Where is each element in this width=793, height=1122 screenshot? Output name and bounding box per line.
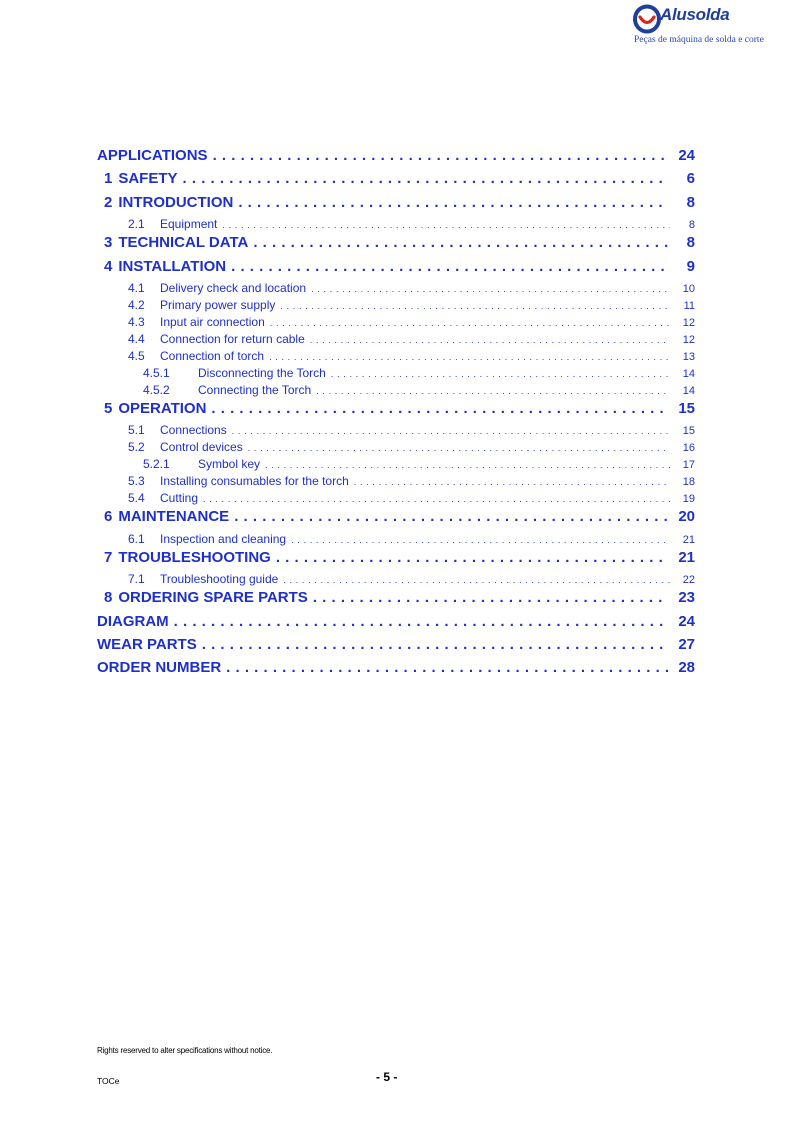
toc-entry-title: APPLICATIONS: [97, 147, 208, 164]
toc-entry-page: 16: [682, 442, 695, 455]
toc-dot-leader: [310, 335, 670, 345]
toc-dot-leader: [238, 194, 668, 211]
toc-dot-leader: [213, 147, 668, 164]
toc-entry-number: 5.2: [128, 440, 145, 455]
toc-dot-leader: [316, 386, 670, 396]
toc-entry-title: ORDER NUMBER: [97, 659, 222, 677]
toc-dot-leader: [174, 613, 668, 630]
toc-entry-number: 2.1: [128, 217, 145, 232]
toc-entry[interactable]: [97, 315, 695, 332]
toc-dot-leader: [231, 258, 668, 275]
toc-dot-leader: [313, 589, 668, 606]
toc-entry-page: 27: [678, 635, 695, 653]
toc-dot-leader: [283, 575, 670, 585]
toc-entry-page: 12: [682, 316, 695, 329]
toc-entry[interactable]: [97, 170, 695, 193]
toc-entry-title: INTRODUCTION: [118, 193, 234, 211]
toc-entry-page: 6: [686, 170, 695, 188]
toc-dot-leader: [226, 659, 668, 676]
toc-entry[interactable]: [97, 457, 695, 474]
toc-dot-leader: [248, 443, 670, 453]
toc-entry[interactable]: [97, 423, 695, 440]
toc-entry-page: 28: [678, 659, 695, 677]
toc-entry-number: 4.4: [128, 331, 145, 346]
toc-entry[interactable]: [97, 491, 695, 508]
toc-dot-leader: [311, 284, 670, 294]
toc-entry-title: Inspection and cleaning: [160, 531, 287, 546]
toc-entry-page: 8: [688, 219, 695, 232]
toc-dot-leader: [183, 170, 668, 187]
toc-entry-number: 2: [104, 193, 113, 211]
toc-entry[interactable]: [97, 298, 695, 315]
toc-entry-title: TECHNICAL DATA: [118, 234, 249, 252]
toc-entry-title: Symbol key: [198, 457, 261, 472]
toc-dot-leader: [331, 369, 670, 379]
toc-dot-leader: [211, 400, 668, 417]
toc-dot-leader: [202, 636, 668, 653]
toc-entry[interactable]: [97, 549, 695, 572]
toc-entry-title: OPERATION: [118, 399, 207, 417]
toc-entry-page: 14: [682, 367, 695, 380]
toc-entry-title: Delivery check and location: [160, 280, 307, 295]
toc-dot-leader: [291, 535, 670, 545]
toc-entry-title: Connecting the Torch: [198, 382, 312, 397]
toc-entry-page: 11: [683, 299, 695, 312]
toc-entry[interactable]: [97, 194, 695, 217]
toc-entry-number: 5.2.1: [143, 457, 170, 472]
toc-entry[interactable]: [97, 366, 695, 383]
toc-entry-number: 7.1: [128, 572, 145, 587]
toc-entry[interactable]: [97, 234, 695, 257]
toc-entry-number: 5.3: [128, 474, 145, 489]
brand-tagline: Peças de máquina de solda e corte: [634, 35, 764, 45]
toc-entry-number: 4.5.2: [143, 382, 170, 397]
toc-entry-title: ORDERING SPARE PARTS: [118, 589, 308, 607]
toc-entry[interactable]: [97, 281, 695, 298]
toc-entry-title: Cutting: [160, 491, 199, 506]
toc-entry-title: Disconnecting the Torch: [198, 365, 326, 380]
toc-entry-title: WEAR PARTS: [97, 635, 197, 653]
toc-dot-leader: [354, 477, 670, 487]
page-number: - 5 -: [376, 1070, 398, 1084]
toc-entry[interactable]: [97, 258, 695, 281]
toc-entry-page: 8: [686, 193, 695, 211]
toc-entry[interactable]: [97, 572, 695, 589]
toc-dot-leader: [253, 234, 668, 251]
brand-name: Alusolda: [660, 5, 730, 24]
toc-dot-leader: [265, 460, 670, 470]
toc-entry-page: 17: [682, 459, 695, 472]
toc-entry-page: 15: [678, 399, 695, 417]
toc-entry-title: SAFETY: [118, 170, 178, 188]
toc-dot-leader: [234, 508, 668, 525]
toc-entry-page: 23: [678, 589, 695, 607]
toc-entry-number: 1: [104, 170, 113, 188]
toc-entry-page: 24: [678, 147, 695, 164]
toc-entry[interactable]: [97, 349, 695, 366]
document-id: TOCe: [97, 1076, 120, 1086]
toc-entry-number: 3: [104, 234, 113, 252]
toc-entry-number: 4.3: [128, 314, 145, 329]
toc-dot-leader: [203, 494, 670, 504]
toc-entry-page: 14: [682, 384, 695, 397]
toc-dot-leader: [270, 318, 670, 328]
toc-entry-title: Primary power supply: [160, 297, 276, 312]
toc-entry-title: TROUBLESHOOTING: [118, 548, 271, 566]
toc-entry-number: 4.1: [128, 280, 145, 295]
toc-entry-number: 8: [104, 589, 113, 607]
toc-entry-page: 8: [686, 234, 695, 252]
toc-entry[interactable]: [97, 147, 695, 170]
toc-entry-page: 9: [686, 257, 695, 275]
toc-entry-title: Connection for return cable: [160, 331, 305, 346]
toc-dot-leader: [276, 549, 668, 566]
toc-entry[interactable]: [97, 440, 695, 457]
toc-dot-leader: [269, 352, 670, 362]
toc-entry-number: 7: [104, 548, 113, 566]
toc-entry[interactable]: [97, 613, 695, 636]
toc-entry[interactable]: [97, 474, 695, 491]
toc-entry[interactable]: [97, 532, 695, 549]
toc-entry[interactable]: [97, 383, 695, 400]
toc-dot-leader: [232, 426, 670, 436]
toc-entry[interactable]: [97, 508, 695, 531]
alusolda-logo-icon: [633, 4, 661, 34]
toc-entry-number: 4: [104, 257, 113, 275]
toc-entry-title: MAINTENANCE: [118, 508, 230, 526]
toc-entry-number: 5.4: [128, 491, 145, 506]
toc-entry-number: 4.5.1: [143, 365, 170, 380]
toc-entry[interactable]: [97, 400, 695, 423]
toc-entry[interactable]: [97, 636, 695, 659]
toc-entry-page: 19: [682, 493, 695, 506]
toc-entry-number: 5.1: [128, 423, 145, 438]
toc-entry-title: Control devices: [160, 440, 243, 455]
table-of-contents: [97, 147, 695, 683]
rights-notice: Rights reserved to alter specifications without notice.: [97, 1046, 273, 1055]
toc-entry[interactable]: [97, 332, 695, 349]
toc-entry-number: 4.5: [128, 348, 145, 363]
toc-entry-title: Input air connection: [160, 314, 265, 329]
toc-entry-page: 15: [682, 425, 695, 438]
toc-entry-title: Troubleshooting guide: [160, 572, 279, 587]
toc-entry-page: 21: [682, 533, 695, 546]
toc-entry-number: 6.1: [128, 531, 145, 546]
toc-entry[interactable]: [97, 659, 695, 682]
company-logo: [626, 0, 764, 50]
toc-entry[interactable]: [97, 589, 695, 612]
toc-entry-title: Installing consumables for the torch: [160, 474, 349, 489]
toc-entry-title: INSTALLATION: [118, 257, 227, 275]
toc-entry-page: 18: [682, 476, 695, 489]
toc-entry-number: 4.2: [128, 297, 145, 312]
toc-entry-number: 6: [104, 508, 113, 526]
toc-entry-title: Connection of torch: [160, 348, 265, 363]
toc-entry-page: 22: [682, 574, 695, 587]
toc-entry[interactable]: [97, 217, 695, 234]
toc-entry-page: 10: [682, 282, 695, 295]
toc-entry-number: 5: [104, 399, 113, 417]
toc-entry-page: 13: [682, 350, 695, 363]
toc-entry-title: DIAGRAM: [97, 612, 169, 630]
toc-entry-page: 24: [678, 612, 695, 630]
toc-entry-title: Equipment: [160, 217, 218, 232]
toc-entry-page: 20: [678, 508, 695, 526]
toc-dot-leader: [222, 220, 670, 230]
toc-entry-title: Connections: [160, 423, 227, 438]
toc-entry-page: 12: [682, 333, 695, 346]
toc-entry-page: 21: [678, 548, 695, 566]
toc-dot-leader: [280, 301, 670, 311]
